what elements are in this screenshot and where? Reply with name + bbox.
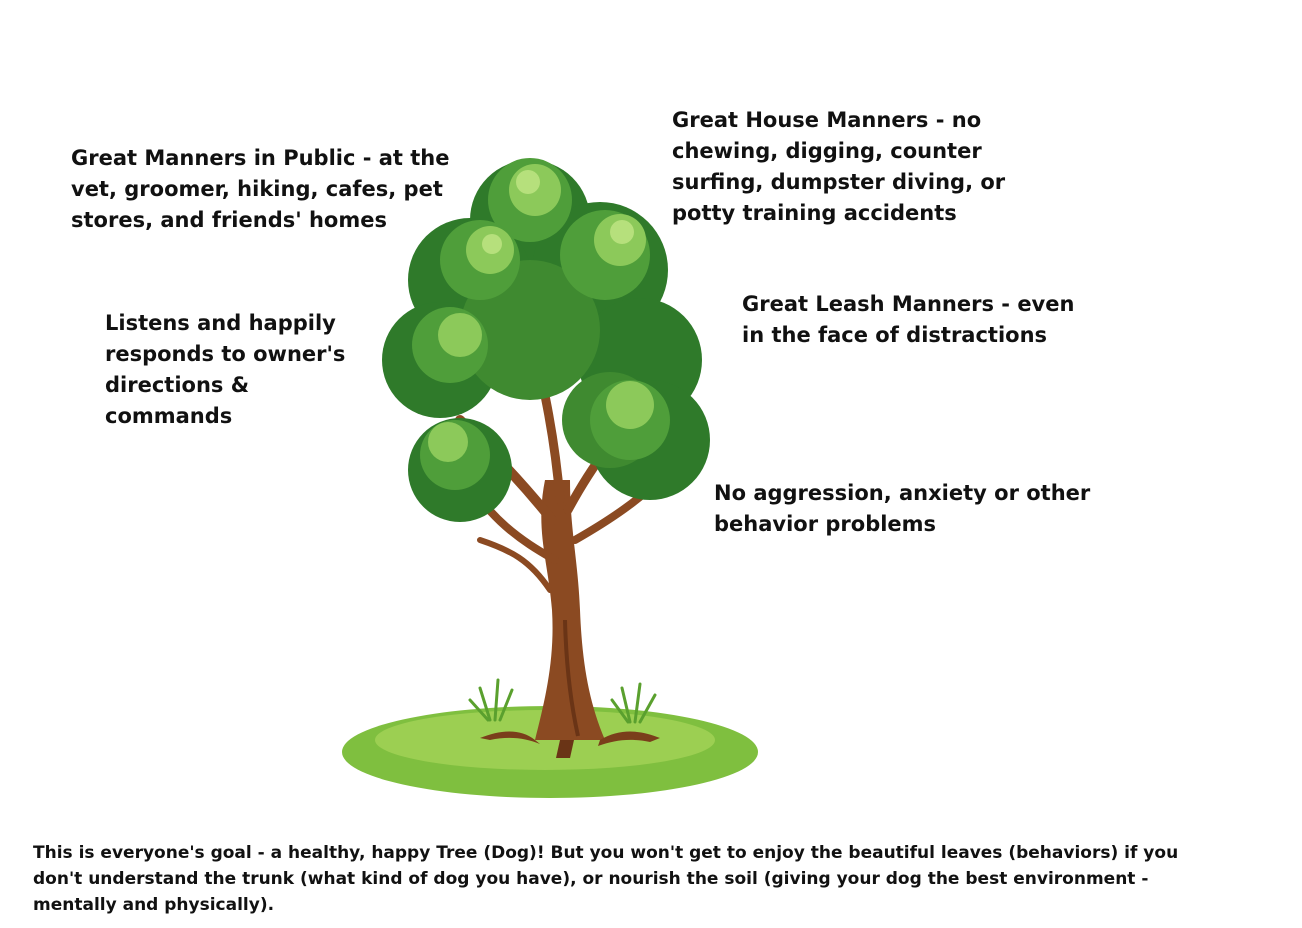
label-no-aggression: No aggression, anxiety or other behavior problems [714,481,1091,536]
label-listens-commands: Listens and happily responds to owner's directions & commands [105,311,346,428]
tree-illustration [330,140,790,810]
tree-foliage [382,158,710,522]
footer-description: This is everyone's goal - a healthy, happy Tree (Dog)! But you won't get to enjoy the beautiful leaves (behaviors) if you don't understand the trunk (what kind of dog you have), or nourish the soil (giving your dog the best environment - mentally and physically). [33,843,1179,915]
label-leash-manners: Great Leash Manners - even in the face of distractions [742,292,1075,347]
label-public-manners: Great Manners in Public - at the vet, groomer, hiking, cafes, pet stores, and friends' homes [71,146,450,232]
label-house-manners: Great House Manners - no chewing, digging, counter surfing, dumpster diving, or potty training accidents [672,108,1006,225]
